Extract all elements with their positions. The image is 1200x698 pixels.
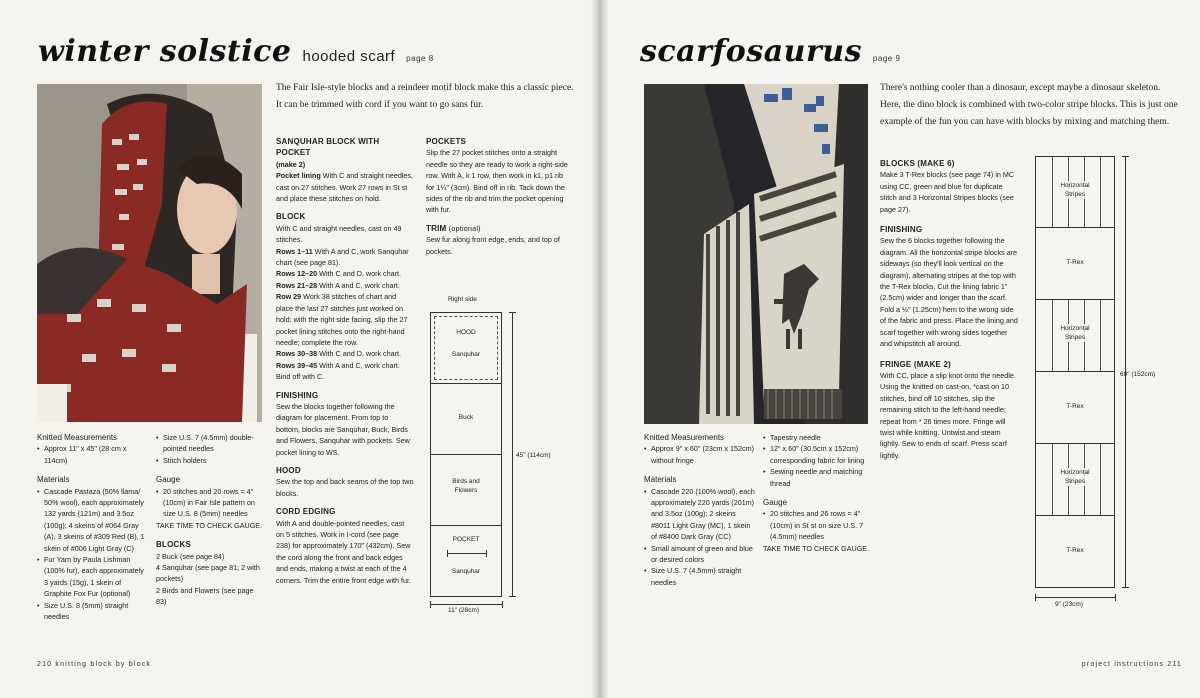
left-col-pockets [426, 136, 571, 257]
width-dimension-line [1035, 597, 1116, 598]
finishing-text: Sew the blocks together following the diagram for placement. From top to bottom, blocks are Sanquhar, Buck, Birds and Flowers, Sanquhar with pockets. Sew pocket lining to WS. [276, 401, 410, 457]
right-folio: project instructions 211 [1081, 661, 1182, 668]
finishing-heading: FINISHING [276, 390, 319, 400]
title-script: winter solstice [38, 34, 292, 69]
width-tick [1115, 594, 1116, 601]
materials-heading: Materials [644, 475, 677, 485]
material-item: • Cascade 220 (100% wool), each approximately 220 yards (201m) and 3.5oz (100g); 2 skeins #8011 Light Gray (MC), 1 skein of #8400 Dark Gray (CC) [644, 486, 756, 543]
width-tick [430, 601, 431, 608]
width-dimension-line [430, 604, 503, 605]
block-item: 2 Buck (see page 84) [156, 551, 225, 561]
fringe-make: (MAKE 2) [913, 359, 952, 369]
materials-heading: Materials [37, 475, 70, 485]
tool-item: • 12" x 60" (30.5cm x 152cm) corresponding fabric for lining [763, 443, 871, 466]
block-text: With C and straight needles, cast on 49 stitches. [276, 223, 402, 245]
left-folio: 210 knitting block by block [37, 661, 152, 668]
horizontal-stripes-label: Horizontal Stripes [1054, 324, 1096, 342]
diagram-block-buck [430, 383, 502, 455]
hood-heading: HOOD [276, 465, 301, 475]
row-lead: Rows 12–20 [276, 269, 318, 279]
hooded-scarf-photo [37, 84, 262, 422]
right-col-instructions [880, 158, 1020, 461]
title-script: scarfosaurus [640, 34, 862, 69]
row-lead: Rows 21–28 [276, 280, 318, 290]
blocks-text: Make 3 T-Rex blocks (see page 74) in MC using CC, green and blue for duplicate stitch and 3 Horizontal Stripes blocks (see page 27). [880, 170, 1015, 214]
blocks-heading: BLOCKS [880, 159, 915, 168]
diagram-block-trex [1035, 371, 1115, 444]
block-item: 2 Birds and Flowers (see page 83) [156, 585, 254, 607]
finishing-text: Sew the 6 blocks together following the diagram. All the horizontal stripe blocks are sideways (so they'll look vertical on the diagram), alternating stripes at the top with the T-Rex blocks. Cut the lining fabric 1" (2.5cm) wider and longer than the scarf. Fold a ½" (1.25cm) hem to the wrong side of the fabric and press. Place the lining and scarf together with wrong sides together and whipstitch all around. [880, 236, 1018, 349]
length-label: 60" (152cm) [1120, 371, 1156, 378]
pockets-heading: POCKETS [426, 137, 467, 146]
blocks-make: (MAKE 6) [917, 159, 955, 168]
needle-item: • Stitch holders [156, 455, 264, 466]
cord-edging-heading: CORD EDGING [276, 507, 336, 517]
diagram-block-trex [1035, 227, 1115, 300]
right-side-label: Right side [448, 296, 477, 303]
title-page-ref: page 8 [406, 54, 434, 63]
tool-item: • Sewing needle and matching thread [763, 466, 871, 489]
left-col-gauge [156, 432, 264, 608]
gauge-heading: Gauge [156, 475, 181, 485]
diagram-block-hood [430, 312, 502, 384]
pockets-text: Slip the 27 pocket stitches onto a straight needle so they are ready to work a right-side row. With A, k 1 row, then work in k1, p1 rib for 1¼" (3cm). Bind off in rib. Tack down the sides of the rib and trim the pocket opening with fur. [426, 148, 568, 215]
gauge-item: • 20 stitches and 20 rows = 4" (10cm) in Fair Isle pattern on size U.S. 8 (5mm) needles [156, 486, 264, 520]
horizontal-stripes-label: Horizontal Stripes [1054, 181, 1096, 199]
hood-text: Sew the top and back seams of the top two blocks. [276, 477, 414, 498]
diagram-block-pocket [430, 525, 502, 597]
finishing-heading: FINISHING [880, 225, 923, 235]
row-lead: Rows 39–45 [276, 360, 318, 370]
gauge-heading: Gauge [763, 498, 788, 508]
diagram-block-stripes [1035, 299, 1115, 372]
right-col-gauge [763, 432, 871, 554]
row-text: With C and D, work chart. [319, 269, 402, 279]
row-text: Work 38 stitches of chart and place the last 27 stitches just worked on hold; with the right side facing, slip the 27 pocket lining stitches onto the right-hand needle; complete the row. [276, 292, 408, 347]
horizontal-stripes-label: Horizontal Stripes [1054, 468, 1096, 486]
hood-label: HOOD [456, 329, 476, 336]
hooded-scarf-diagram [420, 296, 570, 616]
left-col-materials [37, 432, 149, 623]
trim-optional: (optional) [448, 223, 481, 233]
trim-heading: TRIM [426, 223, 447, 233]
block-heading: BLOCK [276, 212, 306, 222]
pocket-tick [486, 550, 487, 557]
scarfosaurus-photo [644, 84, 868, 424]
right-title [640, 34, 900, 69]
material-item: • Size U.S. 7 (4.5mm) straight needles [644, 565, 756, 588]
row-text: With A and C, work chart. [319, 360, 400, 370]
right-page [600, 0, 1200, 698]
pocket-line [447, 553, 487, 554]
left-title [38, 34, 434, 69]
title-page-ref: page 9 [872, 54, 901, 63]
pocket-label: POCKET [452, 536, 480, 543]
title-plain: hooded scarf [302, 48, 396, 65]
sanquhar-make: (make 2) [276, 159, 306, 169]
block-item: 4 Sanquhar (see page 81; 2 with pockets) [156, 563, 260, 584]
knitted-measurements-heading: Knitted Measurements [644, 433, 725, 442]
row-lead: Rows 30–38 [276, 349, 318, 359]
diagram-block-stripes [1035, 156, 1115, 228]
trim-text: Sew fur along front edge, ends, and top of pockets. [426, 235, 560, 256]
blocks-heading: BLOCKS [156, 540, 191, 550]
sanquhar-bottom-label: Sanquhar [451, 568, 481, 575]
right-col-materials [644, 432, 756, 588]
cord-edging-text: With A and double-pointed needles, cast on 5 stitches. Work in I-cord (see page 238) for approximately 170" (432cm). Sew the cord along the front and back edges and ends, making a twist at each of the 4 corners. Trim the entire front edge with fur. [276, 518, 412, 585]
sanquhar-top-label: Sanquhar [451, 351, 481, 358]
sanquhar-heading: SANQUHAR BLOCK WITH POCKET [276, 137, 380, 158]
material-item: • Size U.S. 8 (5mm) straight needles [37, 600, 149, 623]
knitted-measurement-item: • Approx 11" x 45" (28 cm x 114cm) [37, 443, 149, 466]
diagram-block-stripes [1035, 443, 1115, 516]
length-tick [1122, 156, 1129, 157]
pocket-lining-text: With C and straight needles, cast on 27 stitches. Work 27 rows in St st and place these stitches on hold. [276, 171, 414, 204]
fringe-heading: FRINGE [880, 359, 912, 369]
pocket-tick [447, 550, 448, 557]
material-item: • Cascade Pastaza (50% llama/ 50% wool), each approximately 132 yards (121m) and 3.5oz (100g); 4 skeins of #064 Gray (A), 3 skeins of #309 Red (B), 1 skein of #006 Light Gray (C) [37, 486, 149, 554]
fringe-text: With CC, place a slip knot onto the needle. Using the knitted on cast-on, *cast on 10 stitches, bind off 10 stitches, slip the remaining stitch to the left-hand needle; repeat from * 26 times more. Fringe will twist while knitting. Untwist and steam lightly. Sew to ends of scarf. Press scarf lightly. [880, 370, 1016, 460]
width-label: 11" (28cm) [448, 607, 480, 614]
width-tick [502, 601, 503, 608]
row-text: With C and D, work chart. [319, 349, 402, 359]
trex-label: T-Rex [1066, 547, 1084, 554]
left-intro: The Fair Isle-style blocks and a reindeer motif block make this a classic piece. It can be trimmed with cord if you want to go sans fur. [276, 83, 574, 110]
material-item: • Fur Yarn by Paula Lishman (100% fur), each approximately 3 yards (15g), 1 skein of Graphite Fox Fur (optional) [37, 554, 149, 600]
width-tick [1035, 594, 1036, 601]
row-text: With A and C, work chart. [319, 280, 400, 290]
bind-off-text: Bind off with C. [276, 372, 325, 382]
material-item: • Small amount of green and blue or desired colors [644, 543, 756, 566]
birds-label: Birds and Flowers [452, 478, 480, 494]
diagram-block-birds [430, 454, 502, 526]
scarfosaurus-diagram [1025, 156, 1175, 621]
length-tick [1122, 587, 1129, 588]
gauge-check: TAKE TIME TO CHECK GAUGE. [156, 520, 263, 530]
left-col-instructions [276, 136, 414, 586]
needle-item: • Size U.S. 7 (4.5mm) double-pointed needles [156, 432, 264, 455]
gauge-item: • 20 stitches and 26 rows = 4" (10cm) in St st on size U.S. 7 (4.5mm) needles [763, 508, 871, 542]
row-lead: Rows 1–11 [276, 246, 313, 256]
row-text: With A and C, work Sanquhar chart (see page 81). [276, 246, 409, 268]
knitted-measurement-item: • Approx 9" x 60" (23cm x 152cm) without fringe [644, 443, 756, 466]
trex-label: T-Rex [1066, 403, 1084, 410]
pocket-lining-lead: Pocket lining [276, 171, 321, 181]
width-label: 9" (23cm) [1055, 601, 1083, 608]
right-intro: There's nothing cooler than a dinosaur, except maybe a dinosaur skeleton. Here, the dino block is combined with two-color stripe blocks. This is just one example of the fun you can have with blocks by mixing and matching them. [880, 83, 1178, 127]
length-tick [509, 596, 516, 597]
length-tick [509, 312, 516, 313]
row-lead: Row 29 [276, 292, 302, 302]
length-label: 45" (114cm) [516, 452, 551, 459]
tool-item: • Tapestry needle [763, 432, 871, 443]
diagram-block-trex [1035, 515, 1115, 588]
book-spine [591, 0, 609, 698]
knitted-measurements-heading: Knitted Measurements [37, 433, 118, 442]
trex-label: T-Rex [1066, 259, 1084, 266]
buck-label: Buck [458, 414, 474, 421]
gauge-check: TAKE TIME TO CHECK GAUGE. [763, 543, 870, 553]
length-dimension-line [512, 312, 513, 597]
